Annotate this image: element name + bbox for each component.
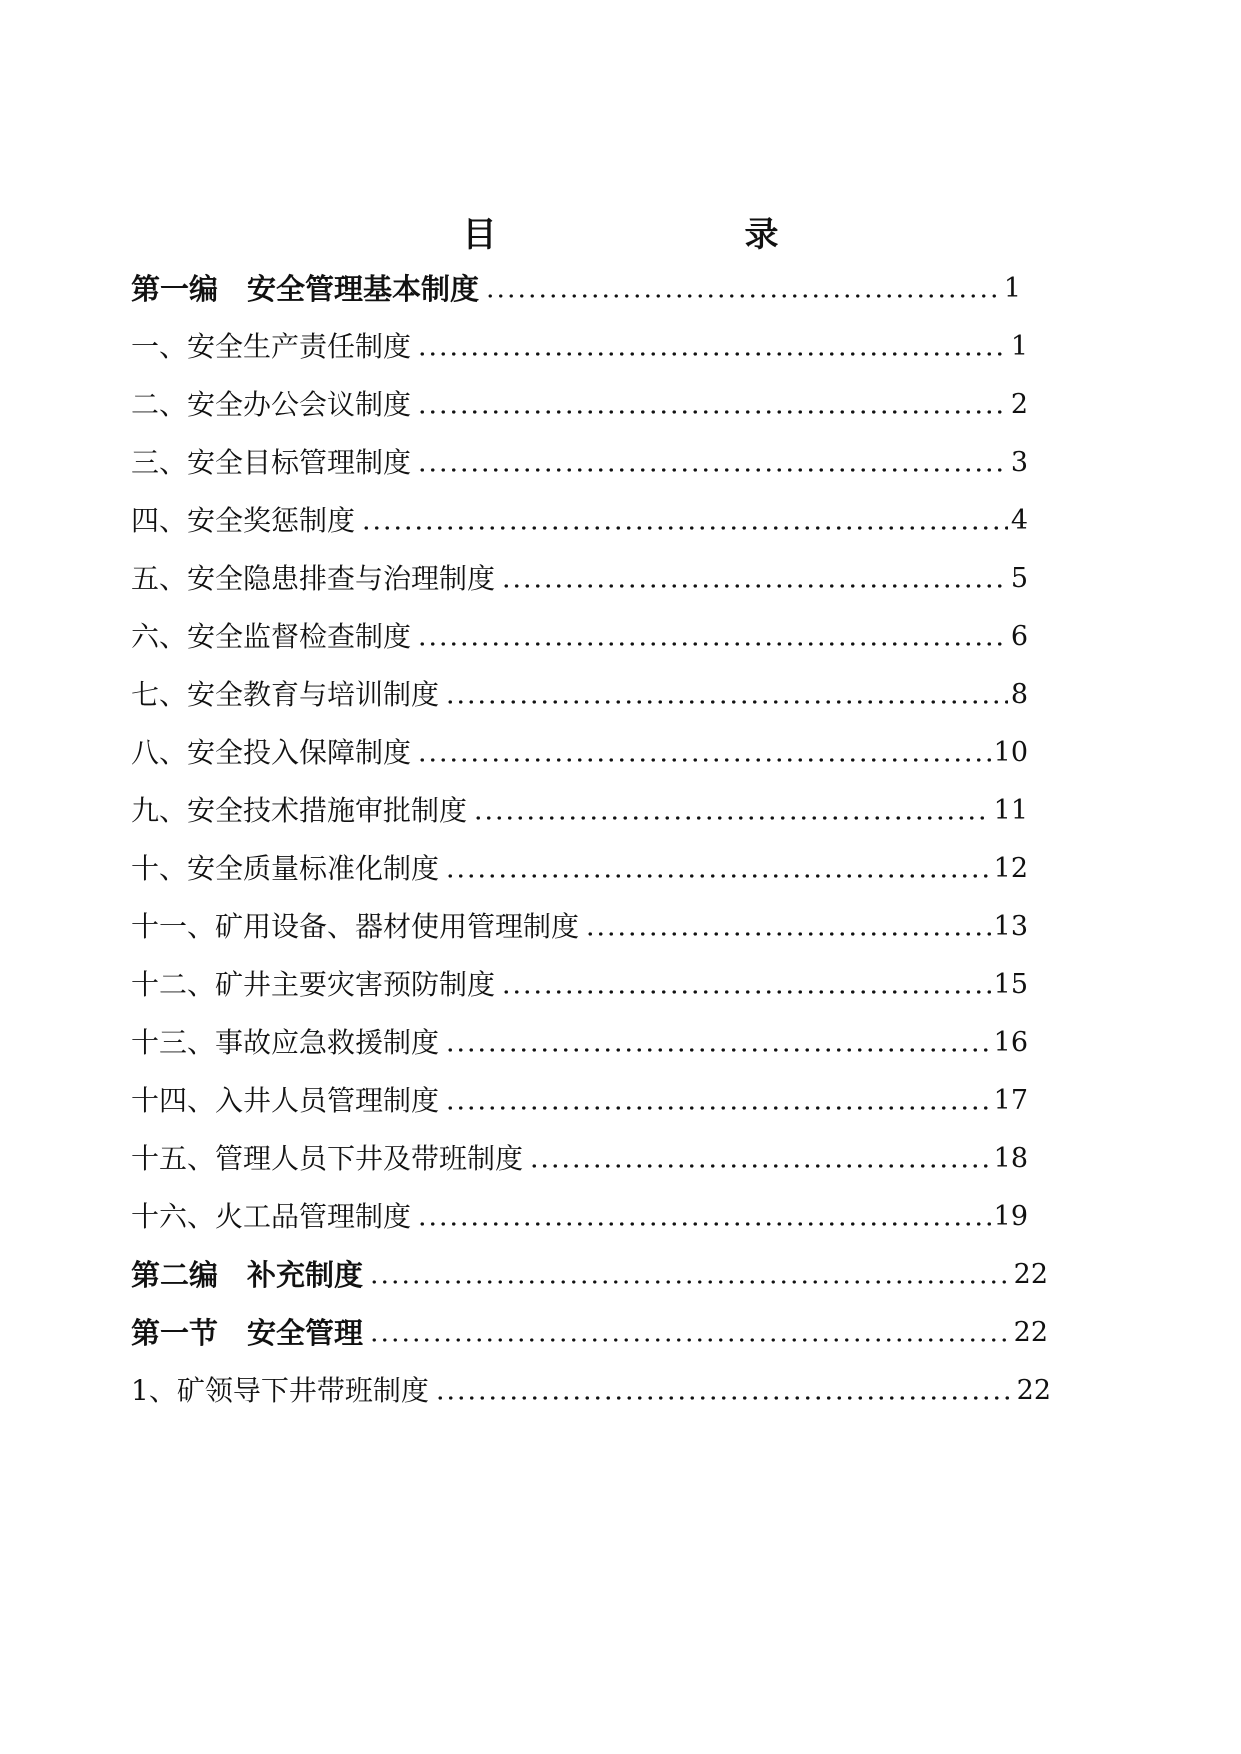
toc-entry-label: 十二、矿井主要灾害预防制度 [131,968,496,1001]
dot-leader [417,410,1008,414]
toc-entry-label: 五、安全隐患排查与治理制度 [131,562,496,595]
toc-entry-label: 十四、入井人员管理制度 [131,1084,440,1117]
dot-leader [501,584,1008,588]
toc-entry[interactable] [131,615,1028,655]
toc-entry-page: 19 [993,1201,1028,1232]
toc-entry-label: 十六、火工品管理制度 [131,1200,412,1233]
dot-leader [445,1048,991,1052]
toc-entry-label: 八、安全投入保障制度 [131,736,412,769]
toc-entry[interactable] [131,325,1028,365]
toc-entry-label: 第一节 安全管理 [131,1316,364,1350]
toc-entry[interactable] [131,383,1028,423]
toc-entry-label: 三、安全目标管理制度 [131,446,412,479]
toc-entry-page: 15 [993,969,1028,1000]
dot-leader [369,1280,1011,1284]
toc-entry-page: 3 [1010,447,1028,478]
toc-entry-page: 10 [993,737,1028,768]
toc-entry-page: 5 [1010,563,1028,594]
toc-entry-label: 九、安全技术措施审批制度 [131,794,468,827]
toc-entry[interactable] [131,1253,1048,1293]
dot-leader [435,1396,1014,1400]
toc-entry[interactable] [131,963,1028,1003]
toc-entry-label: 十三、事故应急救援制度 [131,1026,440,1059]
toc-entry-page: 1 [1003,273,1021,304]
toc-entry[interactable] [131,905,1028,945]
dot-leader [445,700,1008,704]
dot-leader [585,932,991,936]
toc-entry[interactable] [131,1311,1048,1351]
toc-entry[interactable] [131,499,1028,539]
dot-leader [485,294,1001,298]
dot-leader [417,352,1008,356]
dot-leader [417,468,1008,472]
toc-entry[interactable] [131,441,1028,481]
dot-leader [417,1222,991,1226]
toc-entry[interactable] [131,267,1021,307]
toc-entry-label: 十、安全质量标准化制度 [131,852,440,885]
toc-entry-page: 22 [1013,1259,1048,1290]
toc-entry[interactable] [131,789,1028,829]
toc-entry[interactable] [131,1137,1028,1177]
dot-leader [445,1106,991,1110]
toc-entry[interactable] [131,1021,1028,1061]
toc-entry-page: 18 [993,1143,1028,1174]
dot-leader [417,758,991,762]
toc-entry-page: 1 [1010,331,1028,362]
toc-entry[interactable] [131,731,1028,771]
toc-entry[interactable] [131,557,1028,597]
toc-entry-label: 第一编 安全管理基本制度 [131,272,480,306]
toc-entry-page: 8 [1010,679,1028,710]
toc-entry[interactable] [131,1195,1028,1235]
dot-leader [417,642,1008,646]
toc-entry-page: 16 [993,1027,1028,1058]
toc-entry-page: 2 [1010,389,1028,420]
toc-entry-label: 六、安全监督检查制度 [131,620,412,653]
toc-entry-label: 第二编 补充制度 [131,1258,364,1292]
toc-entry[interactable] [131,847,1028,887]
toc-entry-label: 七、安全教育与培训制度 [131,678,440,711]
toc-entry-page: 11 [993,795,1028,826]
toc-entry-page: 22 [1013,1317,1048,1348]
toc-entry-label: 十一、矿用设备、器材使用管理制度 [131,910,580,943]
toc-entry-page: 4 [1010,505,1028,536]
toc-entry-label: 二、安全办公会议制度 [131,388,412,421]
dot-leader [369,1338,1011,1342]
toc-entry-label: 十五、管理人员下井及带班制度 [131,1142,524,1175]
toc-entry-label: 四、安全奖惩制度 [131,504,356,537]
toc-entry-page: 13 [993,911,1028,942]
toc-entry-label: 一、安全生产责任制度 [131,330,412,363]
dot-leader [361,526,1008,530]
toc-entry-page: 17 [993,1085,1028,1116]
toc-entry-page: 22 [1016,1375,1051,1406]
dot-leader [473,816,991,820]
toc-entry-page: 6 [1010,621,1028,652]
dot-leader [529,1164,991,1168]
toc-entry-page: 12 [993,853,1028,884]
toc-entry[interactable] [131,1369,1051,1409]
toc-title: 目 录 [462,215,839,255]
dot-leader [445,874,991,878]
toc-entry[interactable] [131,1079,1028,1119]
toc-entry[interactable] [131,673,1028,713]
dot-leader [501,990,991,994]
toc-entry-label: 1、矿领导下井带班制度 [131,1374,429,1407]
